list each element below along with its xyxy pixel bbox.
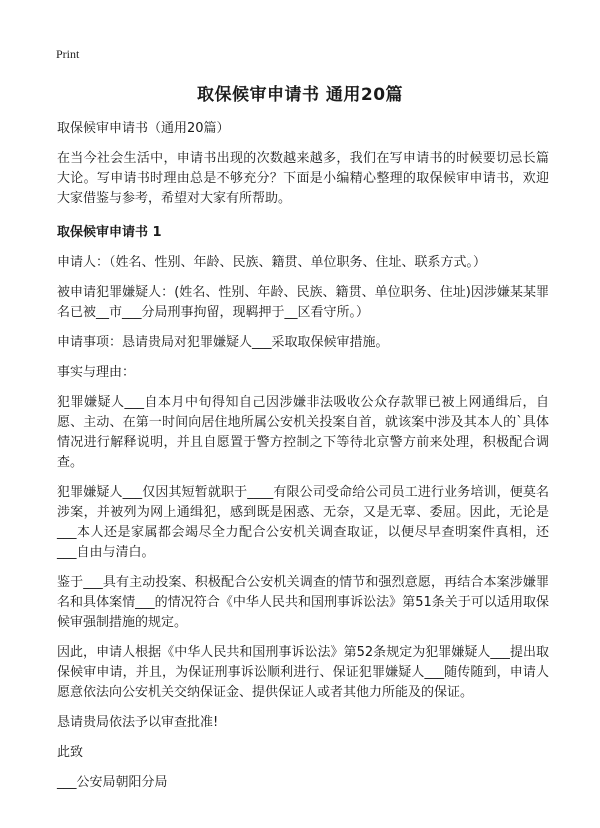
facts-heading: 事实与理由： bbox=[57, 365, 136, 380]
facts-paragraph-1: 犯罪嫌疑人___自本月中旬得知自己因涉嫌非法吸收公众存款罪已被上网通缉后，自愿、主动、在第一时间向居住地所属公安机关投案自首，就该案中涉及其本人的`具体情况进行解释说明，并且自愿置于警方控制之下等待北京警方前来处理，积极配合调查。 bbox=[57, 395, 549, 470]
facts-paragraph-2: 犯罪嫌疑人___仅因其短暂就职于____有限公司受命给公司员工进行业务培训，便莫名涉案，并被列为网上通缉犯，感到既是困惑、无奈，又是无辜、委屈。因此，无论是___本人还是家属都会竭尽全力配合公安机关调查取证，以便尽早查明案件真相，还___自由与清白。 bbox=[57, 485, 549, 560]
applicant-line: 申请人：（姓名、性别、年龄、民族、籍贯、单位职务、住址、联系方式。） bbox=[57, 255, 487, 270]
closing-line: 此致 bbox=[57, 745, 84, 760]
document-body bbox=[57, 119, 549, 803]
facts-paragraph-3: 鉴于___具有主动投案、积极配合公安机关调查的情节和强烈意愿，再结合本案涉嫌罪名和具体案情___的情况符合《中华人民共和国刑事诉讼法》第51条关于可以适用取保候审强制措施的规定。 bbox=[57, 575, 549, 630]
section-heading: 取保候审申请书 1 bbox=[57, 225, 162, 240]
document-title: 取保候审申请书 通用20篇 bbox=[196, 85, 404, 105]
matter-line: 申请事项：恳请贵局对犯罪嫌疑人___采取取保候审措施。 bbox=[57, 335, 389, 350]
recipient-line: ___公安局朝阳分局 bbox=[57, 775, 168, 790]
print-label: Print bbox=[56, 47, 80, 61]
suspect-paragraph: 被申请犯罪嫌疑人：(姓名、性别、年龄、民族、籍贯、单位职务、住址)因涉嫌某某罪名已被__市___分局刑事拘留，现羁押于__区看守所。） bbox=[57, 285, 549, 320]
document-subtitle: 取保候审申请书（通用20篇） bbox=[57, 121, 230, 136]
intro-paragraph: 在当今社会生活中，申请书出现的次数越来越多，我们在写申请书的时候要切忌长篇大论。写申请书时理由总是不够充分？下面是小编精心整理的取保候审申请书，欢迎大家借鉴与参考，希望对大家有所帮助。 bbox=[57, 151, 549, 206]
request-line: 恳请贵局依法予以审查批准! bbox=[57, 715, 219, 730]
facts-paragraph-4: 因此，申请人根据《中华人民共和国刑事诉讼法》第52条规定为犯罪嫌疑人___提出取保候审申请，并且，为保证刑事诉讼顺利进行、保证犯罪嫌疑人___随传随到，申请人愿意依法向公安机关交纳保证金、提供保证人或者其他力所能及的保证。 bbox=[57, 645, 549, 700]
